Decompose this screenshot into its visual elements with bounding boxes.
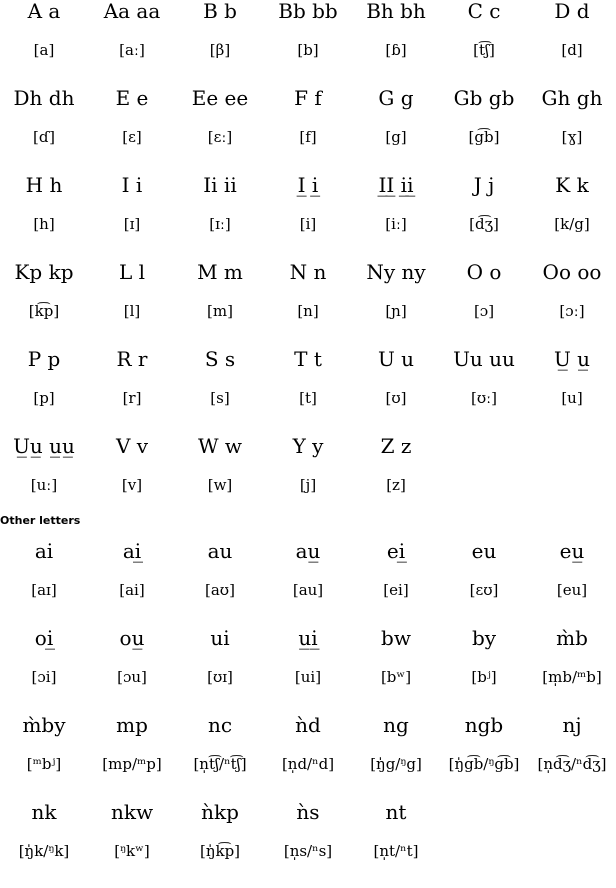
letter-cell: au̲ bbox=[295, 539, 321, 563]
letter-cell bbox=[440, 435, 528, 476]
letter-cell: Bb bb bbox=[278, 0, 338, 23]
ipa-cell: [u] bbox=[561, 389, 583, 407]
letter-cell bbox=[528, 435, 616, 476]
ipa-cell: [a] bbox=[33, 41, 55, 59]
ipa-cell: [ɣ] bbox=[561, 128, 583, 146]
letter-cell: au bbox=[207, 539, 233, 563]
letter-cell: S s bbox=[204, 347, 236, 371]
letter-cell: I̲ i̲ bbox=[297, 173, 319, 197]
letter-cell: ǹd bbox=[295, 713, 321, 737]
ipa-cell: [k͡p] bbox=[28, 302, 60, 320]
ipa-cell: [ɓ] bbox=[385, 41, 407, 59]
ipa-cell: [ɪː] bbox=[209, 215, 231, 233]
letter-cell: H h bbox=[25, 173, 63, 197]
letter-cell: by bbox=[471, 626, 497, 650]
ipa-cell: [ɲ] bbox=[385, 302, 407, 320]
letter-cell: P p bbox=[27, 347, 61, 371]
letter-cell: A a bbox=[27, 0, 61, 23]
ipa-cell: [ɛː] bbox=[207, 128, 233, 146]
ipa-cell: [eu] bbox=[556, 581, 588, 599]
letter-cell: T t bbox=[294, 347, 322, 371]
letter-cell: eu̲ bbox=[559, 539, 585, 563]
letter-cell: Gh gh bbox=[541, 86, 603, 110]
letter-cell: N n bbox=[289, 260, 327, 284]
ipa-cell: [iː] bbox=[385, 215, 407, 233]
letter-cell: Oo oo bbox=[542, 260, 602, 284]
ipa-cell: [ɔ] bbox=[473, 302, 495, 320]
ipa-cell: [k/g] bbox=[554, 215, 590, 233]
letter-cell: ou̲ bbox=[119, 626, 145, 650]
letter-cell: u̲i̲ bbox=[298, 626, 318, 650]
letter-cell: D d bbox=[554, 0, 590, 23]
ipa-cell: [ʊː] bbox=[470, 389, 498, 407]
ipa-cell: [ŋ̍k͡p] bbox=[199, 842, 241, 860]
ipa-cell: [au] bbox=[292, 581, 324, 599]
letter-cell: bw bbox=[381, 626, 411, 650]
ipa-cell: [n̩d/ⁿd] bbox=[281, 755, 335, 773]
ipa-cell: [aɪ] bbox=[31, 581, 57, 599]
ipa-cell: [mp/ᵐp] bbox=[102, 755, 162, 773]
letter-cell: eu bbox=[471, 539, 497, 563]
other-letters-table bbox=[0, 540, 616, 888]
letter-cell: Y y bbox=[292, 434, 324, 458]
letter-cell: ngb bbox=[464, 713, 504, 737]
letter-cell: ai bbox=[34, 539, 54, 563]
letter-cell: O o bbox=[466, 260, 502, 284]
other-letters-heading: Other letters bbox=[0, 514, 81, 527]
letter-cell: mp bbox=[116, 713, 148, 737]
ipa-cell: [f] bbox=[299, 128, 317, 146]
ipa-cell: [j] bbox=[299, 476, 317, 494]
letter-cell: Ny ny bbox=[366, 260, 426, 284]
ipa-cell: [bʷ] bbox=[380, 668, 412, 686]
letter-cell: R r bbox=[116, 347, 148, 371]
letter-cell bbox=[440, 801, 528, 842]
letter-cell: F f bbox=[294, 86, 322, 110]
ipa-cell: [i] bbox=[299, 215, 317, 233]
ipa-cell: [ui] bbox=[294, 668, 322, 686]
ipa-cell: [ai] bbox=[119, 581, 145, 599]
letter-cell: nt bbox=[385, 800, 407, 824]
letter-cell: Z z bbox=[380, 434, 412, 458]
letter-cell: m̀b bbox=[556, 626, 588, 650]
ipa-cell: [aʊ] bbox=[205, 581, 235, 599]
ipa-cell: [ŋ̍g͡b/ᵑg͡b] bbox=[448, 755, 520, 773]
ipa-cell: [uː] bbox=[30, 476, 58, 494]
letter-cell: Gb gb bbox=[453, 86, 515, 110]
ipa-cell: [h] bbox=[33, 215, 55, 233]
ipa-cell: [ʊ] bbox=[385, 389, 407, 407]
ipa-cell: [ᵐbʲ] bbox=[26, 755, 62, 773]
letter-cell: Ii ii bbox=[203, 173, 237, 197]
ipa-cell: [n̩t/ⁿt] bbox=[373, 842, 419, 860]
letter-cell: U u bbox=[377, 347, 415, 371]
ipa-cell: [d] bbox=[561, 41, 583, 59]
letter-cell: K k bbox=[555, 173, 589, 197]
ipa-cell: [n] bbox=[297, 302, 319, 320]
letter-cell: U̲u̲ u̲u̲ bbox=[13, 434, 75, 458]
letter-cell: U̲ u̲ bbox=[553, 347, 591, 371]
ipa-cell: [d͡ʒ] bbox=[469, 215, 499, 233]
ipa-cell: [g] bbox=[385, 128, 407, 146]
ipa-cell: [ɛ] bbox=[122, 128, 142, 146]
ipa-cell bbox=[528, 476, 616, 522]
ipa-cell: [s] bbox=[210, 389, 230, 407]
letter-cell: oi̲ bbox=[34, 626, 54, 650]
letter-cell: I i bbox=[121, 173, 143, 197]
letter-cell: ei̲ bbox=[386, 539, 406, 563]
ipa-cell: [aː] bbox=[119, 41, 145, 59]
ipa-cell: [bʲ] bbox=[471, 668, 497, 686]
ipa-cell: [m̩b/ᵐb] bbox=[542, 668, 602, 686]
letter-cell: G g bbox=[378, 86, 414, 110]
ipa-cell bbox=[440, 476, 528, 522]
letter-cell: I̲I̲ i̲i̲ bbox=[378, 173, 414, 197]
ipa-cell: [t] bbox=[299, 389, 317, 407]
letter-cell: Dh dh bbox=[13, 86, 75, 110]
letter-cell: ng bbox=[383, 713, 409, 737]
letter-cell: nc bbox=[207, 713, 233, 737]
ipa-cell: [l] bbox=[123, 302, 141, 320]
ipa-cell bbox=[440, 842, 528, 888]
ipa-cell: [ɪ] bbox=[123, 215, 141, 233]
ipa-cell: [ɗ] bbox=[33, 128, 55, 146]
letter-cell: nkw bbox=[110, 800, 154, 824]
ipa-cell: [t͡ʃ] bbox=[473, 41, 495, 59]
ipa-cell: [ŋ̍g/ᵑg] bbox=[370, 755, 422, 773]
ipa-cell: [n̩s/ⁿs] bbox=[283, 842, 333, 860]
letter-cell: ai̲ bbox=[122, 539, 142, 563]
letter-cell: Kp kp bbox=[14, 260, 74, 284]
letter-cell: M m bbox=[197, 260, 243, 284]
letter-cell: J j bbox=[473, 173, 495, 197]
letter-cell: L l bbox=[118, 260, 146, 284]
letter-cell bbox=[528, 801, 616, 842]
ipa-cell: [ŋ̍k/ᵑk] bbox=[18, 842, 70, 860]
ipa-cell: [z] bbox=[386, 476, 406, 494]
ipa-cell: [m] bbox=[207, 302, 233, 320]
ipa-cell: [b] bbox=[297, 41, 319, 59]
ipa-cell: [ɔi] bbox=[31, 668, 57, 686]
letter-cell: ǹs bbox=[296, 800, 320, 824]
letter-cell: C c bbox=[467, 0, 501, 23]
letter-cell: nj bbox=[562, 713, 582, 737]
letter-cell: Uu uu bbox=[453, 347, 515, 371]
ipa-cell: [ɔu] bbox=[117, 668, 147, 686]
ipa-cell: [p] bbox=[33, 389, 55, 407]
letter-cell: ǹkp bbox=[201, 800, 239, 824]
ipa-cell: [n̩d͡ʒ/ⁿd͡ʒ] bbox=[537, 755, 607, 773]
letter-cell: ui bbox=[210, 626, 230, 650]
ipa-cell: [r] bbox=[122, 389, 142, 407]
letter-cell: V v bbox=[115, 434, 149, 458]
ipa-cell: [ᵑkʷ] bbox=[114, 842, 150, 860]
letter-cell: Bh bh bbox=[366, 0, 426, 23]
ipa-cell: [ʊɪ] bbox=[207, 668, 233, 686]
letter-cell: Ee ee bbox=[191, 86, 249, 110]
ipa-cell: [ei] bbox=[383, 581, 409, 599]
ipa-cell: [ɛʊ] bbox=[469, 581, 499, 599]
ipa-cell: [v] bbox=[121, 476, 143, 494]
ipa-cell: [ɔː] bbox=[559, 302, 585, 320]
ipa-cell: [n̩t͡ʃ/ⁿt͡ʃ] bbox=[193, 755, 247, 773]
letter-cell: nk bbox=[31, 800, 57, 824]
letter-cell: m̀by bbox=[22, 713, 66, 737]
ipa-cell bbox=[528, 842, 616, 888]
letter-cell: Aa aa bbox=[103, 0, 161, 23]
ipa-cell: [w] bbox=[207, 476, 233, 494]
ipa-cell: [β] bbox=[209, 41, 231, 59]
ipa-cell: [g͡b] bbox=[468, 128, 500, 146]
letter-cell: W w bbox=[197, 434, 243, 458]
letter-cell: B b bbox=[203, 0, 237, 23]
letter-cell: E e bbox=[115, 86, 149, 110]
